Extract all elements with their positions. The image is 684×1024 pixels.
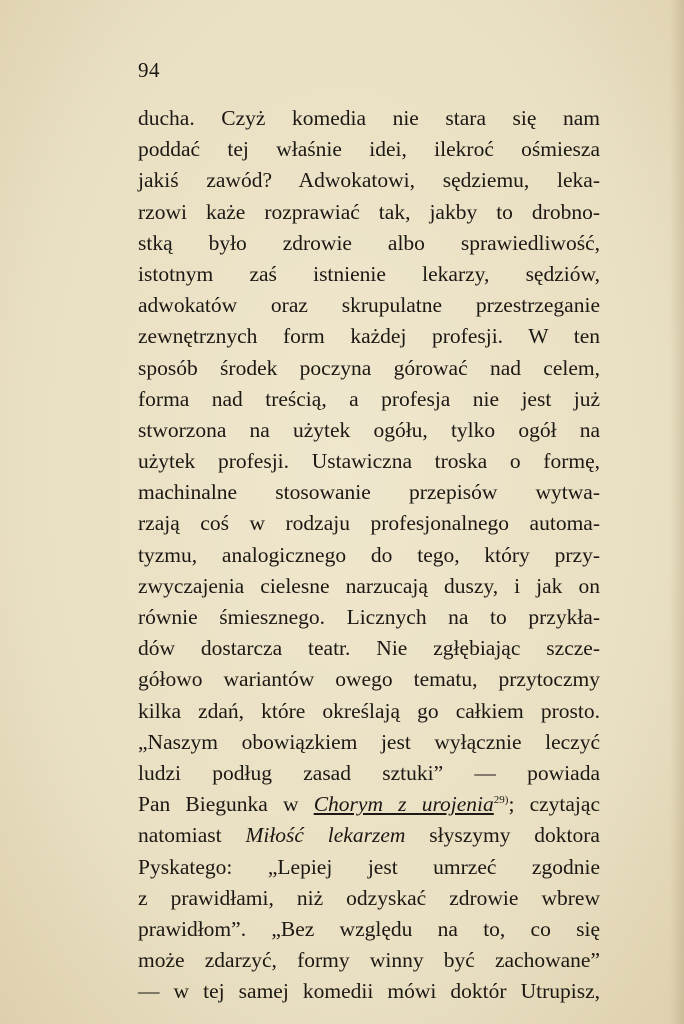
text-line: istotnym zaś istnienie lekarzy, sędziów, <box>138 261 600 286</box>
text-line: z prawidłami, niż odzyskać zdrowie wbrew <box>138 885 600 910</box>
line-segment: Pan Biegunka w <box>138 792 314 817</box>
text-line-with-title <box>138 820 600 851</box>
text-line-with-title <box>138 789 600 820</box>
text-line: stworzona na użytek ogółu, tylko ogół na <box>138 417 600 442</box>
text-line: stką było zdrowie albo sprawiedliwość, <box>138 230 600 255</box>
text-line: machinalne stosowanie przepisów wytwa- <box>138 480 600 505</box>
text-line: adwokatów oraz skrupulatne przestrzeganie <box>138 293 600 318</box>
text-line: rzają coś w rodzaju profesjonalnego automa- <box>138 511 600 536</box>
text-line: ludzi podług zasad sztuki” — powiada <box>138 760 600 785</box>
page-edge-shadow <box>670 0 684 1024</box>
text-line: forma nad treścią, a profesja nie jest już <box>138 386 600 411</box>
text-line: jakiś zawód? Adwokatowi, sędziemu, leka- <box>138 168 600 193</box>
line-segment: ; czytając <box>508 792 600 817</box>
line-segment: słyszymy doktora <box>405 823 600 848</box>
text-line: poddać tej właśnie idei, ilekroć ośmiesza <box>138 137 600 162</box>
line-segment: natomiast <box>138 823 246 848</box>
text-line: zewnętrznych form każdej profesji. W ten <box>138 324 600 349</box>
text-line: ducha. Czyż komedia nie stara się nam <box>138 106 600 130</box>
text-line: użytek profesji. Ustawiczna troska o formę, <box>138 449 600 474</box>
text-line: równie śmiesznego. Licznych na to przykła- <box>138 605 600 629</box>
text-line: kilka zdań, które określają go całkiem prosto. <box>138 698 600 723</box>
text-line: zwyczajenia cielesne narzucają duszy, i jak on <box>138 573 600 598</box>
text-line: dów dostarcza teatr. Nie zgłębiając szcze- <box>138 636 600 661</box>
text-line: gółowo wariantów owego tematu, przytoczmy <box>138 667 600 692</box>
text-line: rzowi każe rozprawiać tak, jakby to drobno- <box>138 199 600 224</box>
work-title: Miłość lekarzem <box>245 823 406 848</box>
page-number: 94 <box>138 58 160 82</box>
text-line: Pyskatego: „Lepiej jest umrzeć zgodnie <box>138 854 600 879</box>
text-line: „Naszym obowiązkiem jest wyłącznie leczyć <box>138 729 600 754</box>
text-line: prawidłom”. „Bez względu na to, co się <box>138 916 600 941</box>
text-line: tyzmu, analogicznego do tego, który przy- <box>138 542 600 567</box>
text-line: sposób środek poczyna górować nad celem, <box>138 355 600 380</box>
text-line: może zdarzyć, formy winny być zachowane” <box>138 948 600 973</box>
body-text <box>138 103 600 1007</box>
footnote-marker: 29) <box>493 793 509 806</box>
work-title: Chorym z urojenia <box>313 792 494 817</box>
text-line: — w tej samej komedii mówi doktór Utrupisz, <box>138 979 600 1004</box>
